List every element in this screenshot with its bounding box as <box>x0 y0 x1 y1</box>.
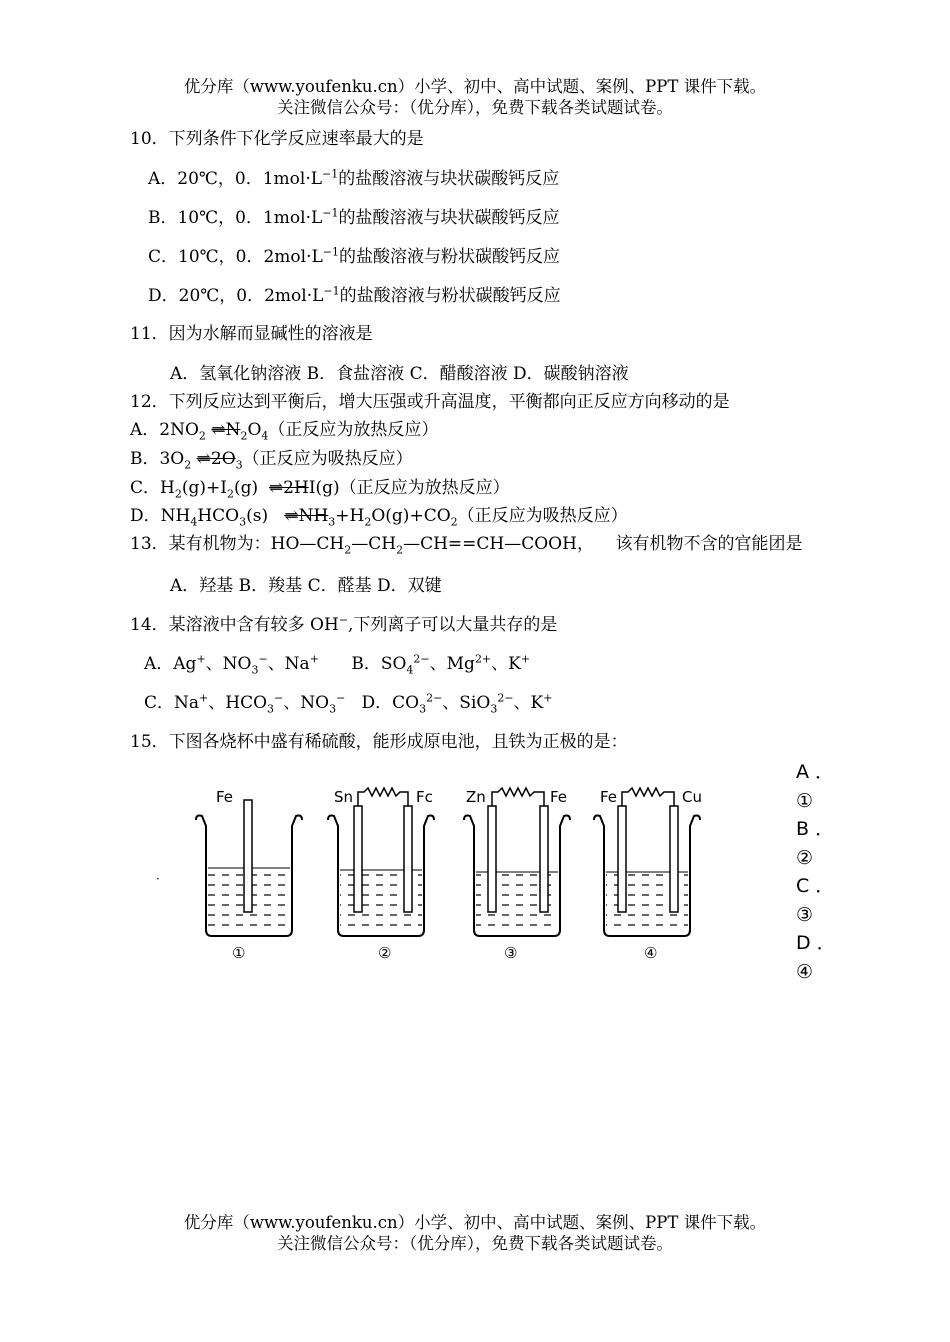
q15-choices <box>796 758 846 986</box>
q12-option-b: B．$3O_2$ $\rightleftharpoons 2O_3$（正反应为吸热反应） <box>130 449 413 472</box>
q15-choice-d-num: ④ <box>796 960 814 983</box>
q14-stem: 14．某溶液中含有较多 OH−,下列离子可以大量共存的是 <box>130 613 558 635</box>
beaker-4 <box>594 788 702 962</box>
q15-choice-b-num: ② <box>796 846 814 869</box>
beaker-4-label-cu: Cu <box>682 788 702 806</box>
beaker-2-label-sn: Sn <box>334 788 354 806</box>
q10-option-d: D．20℃，0．$2mol\cdot L^{-1}$的盐酸溶液与粉状碳酸钙反应 <box>148 284 561 306</box>
beaker-1-label-fe: Fe <box>216 788 234 806</box>
q10-option-c: C．10℃，0．$2mol\cdot L^{-1}$的盐酸溶液与粉状碳酸钙反应 <box>148 245 560 267</box>
q14-options-cd: C．Na+、$HCO_3^-$、$NO_3^-$ D．$CO_3^{2-}$、SiO$_3^{2-}$、K+ <box>144 691 553 716</box>
q12-option-a: A．$2NO_2$ $\rightleftharpoons N_2O_4$（正反应为放热反应） <box>130 420 439 443</box>
q15-choice-c-num: ③ <box>796 903 814 926</box>
q13-options: A．羟基 B．羧基 C．醛基 D．双键 <box>170 576 442 596</box>
beaker-4-label-fe: Fe <box>600 788 618 806</box>
q15-choice-a-letter: A ． <box>796 761 835 783</box>
q15-stem: 15．下图各烧杯中盛有稀硫酸，能形成原电池，且铁为正极的是： <box>130 732 628 752</box>
beakers-diagram <box>150 780 770 970</box>
q12-stem: 12．下列反应达到平衡后，增大压强或升高温度，平衡都向正反应方向移动的是 <box>130 392 730 412</box>
beaker-2-label-fc: Fc <box>416 788 433 806</box>
header-line-2: 关注微信公众号：（优分库），免费下载各类试题试卷。 <box>277 98 673 117</box>
beaker-3-label-zn: Zn <box>466 788 486 806</box>
q10-option-a: A．20℃，0．$1mol\cdot L^{-1}$的盐酸溶液与块状碳酸钙反应 <box>148 167 560 189</box>
beaker-3-number: ③ <box>504 944 518 962</box>
q15-choice-d-letter: D ． <box>796 932 836 954</box>
q14-options-ab: A．Ag+、$NO_3^-$、Na+ B．$SO_4^{2-}$、$Mg^{2+}$、K+ <box>144 652 531 677</box>
beaker-1-number: ① <box>232 944 246 962</box>
beaker-3 <box>464 788 570 962</box>
beaker-2-number: ② <box>378 944 392 962</box>
q10-option-b: B．10℃，0．$1mol\cdot L^{-1}$的盐酸溶液与块状碳酸钙反应 <box>148 206 560 228</box>
q11-stem: 11．因为水解而显碱性的溶液是 <box>130 324 373 344</box>
q10-stem: 10．下列条件下化学反应速率最大的是 <box>130 129 424 149</box>
q12-option-d: D．$NH_4HCO_3(s)$ $\rightleftharpoons NH_3+H_2O(g)+CO_2$（正反应为吸热反应） <box>130 506 628 529</box>
q12-option-c: C．$H_2(g)+I_2(g)$ ⇌2HI(g)（正反应为放热反应） <box>130 478 510 501</box>
q15-choice-b-letter: B ． <box>796 818 835 840</box>
beaker-1 <box>196 788 302 962</box>
beaker-3-label-fe: Fe <box>550 788 568 806</box>
beaker-4-number: ④ <box>644 944 658 962</box>
q15-choice-c-letter: C ． <box>796 875 835 897</box>
header-line-1: 优分库（www.youfenku.cn）小学、初中、高中试题、案例、PPT 课件下载。 <box>183 77 767 96</box>
q15-choice-a-num: ① <box>796 789 814 812</box>
q13-stem: 13．某有机物为：$HO—CH_2—CH_2—CH==CH—COOH$， 该有机物不含的官能团是 <box>130 534 803 557</box>
q11-options: A．氢氧化钠溶液 B．食盐溶液 C．醋酸溶液 D．碳酸钠溶液 <box>170 364 629 384</box>
footer-line-2: 关注微信公众号：（优分库），免费下载各类试题试卷。 <box>277 1234 673 1253</box>
beaker-2 <box>328 788 434 962</box>
footer-line-1: 优分库（www.youfenku.cn）小学、初中、高中试题、案例、PPT 课件下载。 <box>183 1213 767 1232</box>
stray-dot: · <box>156 872 160 886</box>
